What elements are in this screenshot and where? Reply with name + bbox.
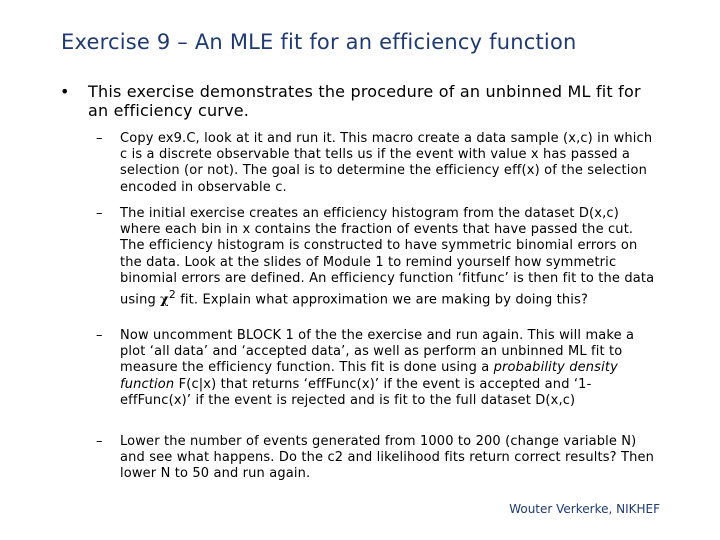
sub-item-efficiency-histogram xyxy=(96,206,656,309)
text-segment: The initial exercise creates an efficiency histogram from the dataset D(x,c) where each bin in x contains the fraction of events that have passed the cut. The efficiency histogram is constructed to have symmetric binomial errors on the data. Look at the slides of Module 1 to remind yourself how symmetric binomial errors are defined. An efficiency function ‘fitfunc’ is then fit to the data using xyxy=(120,206,655,308)
chi-symbol: χ xyxy=(160,292,169,308)
text-segment: fit. Explain what approximation we are making by doing this? xyxy=(175,292,589,308)
page-title: Exercise 9 – An MLE fit for an efficiency function xyxy=(61,30,577,54)
main-bullet xyxy=(60,82,660,120)
sub-item-text xyxy=(120,206,656,309)
sub-item-unbinned-ml-fit xyxy=(96,328,656,409)
italic-term: probability density function xyxy=(120,360,618,392)
sub-item-copy-macro xyxy=(96,131,656,196)
chi-exponent: 2 xyxy=(168,288,176,302)
sub-item-text: Copy ex9.C, look at it and run it. This macro create a data sample (x,c) in which c is a discrete observable that tells us if the event with value x has passed a selection (or not). The goal is to determine the efficiency eff(x) of the selection encoded in observable c. xyxy=(120,131,653,195)
sub-item-text xyxy=(120,328,656,409)
main-bullet-text: This exercise demonstrates the procedure of an unbinned ML fit for an efficiency curve. xyxy=(88,82,641,120)
sub-item-lower-events xyxy=(96,434,656,483)
text-segment: Now uncomment BLOCK 1 of the the exercise and run again. This will make a plot ‘all data’ and ‘accepted data’, as well as perform an unbinned ML fit to measure the efficiency function. This fit is done using a xyxy=(120,328,635,376)
footer-credit: Wouter Verkerke, NIKHEF xyxy=(509,502,660,516)
sub-item-text: Lower the number of events generated from 1000 to 200 (change variable N) and see what happens. Do the c2 and likelihood fits return correct results? Then lower N to 50 and run again. xyxy=(120,434,655,482)
bullet-marker: • xyxy=(60,82,70,101)
dash-marker: – xyxy=(96,206,103,221)
dash-marker: – xyxy=(96,434,103,449)
dash-marker: – xyxy=(96,328,103,343)
text-segment: F(c|x) that returns ‘effFunc(x)’ if the event is accepted and ‘1-effFunc(x)’ if the event is rejected and is fit to the full dataset D(x,c) xyxy=(120,376,592,408)
dash-marker: – xyxy=(96,131,103,146)
